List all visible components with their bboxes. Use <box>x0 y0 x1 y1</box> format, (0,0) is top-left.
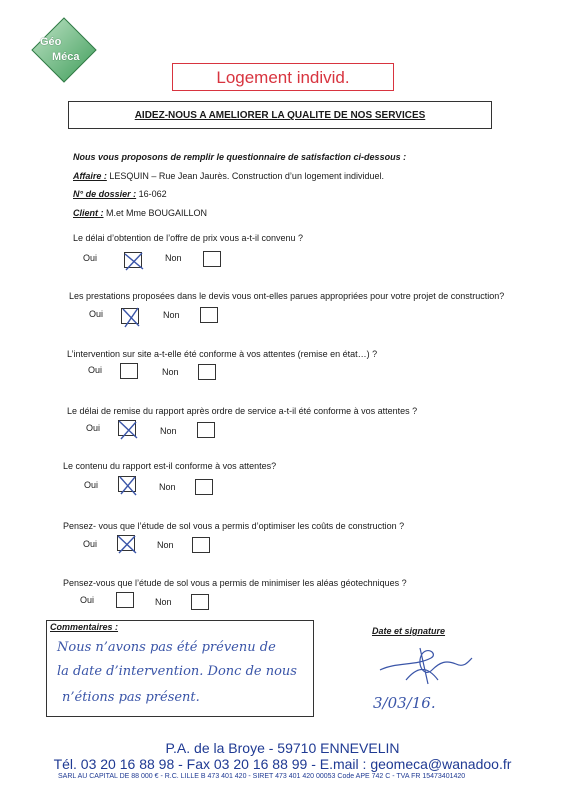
question-1: Le délai d’obtention de l’offre de prix vous a-t-il convenu ? <box>73 233 303 243</box>
q3-yes-label: Oui <box>88 365 103 375</box>
question-5: Le contenu du rapport est-il conforme à vos attentes? <box>63 461 277 471</box>
q3-no-label: Non <box>162 367 179 377</box>
question-3: L’intervention sur site a-t-elle été conforme à vos attentes (remise en état…) ? <box>67 349 378 359</box>
footer-legal: SARL AU CAPITAL DE 88 000 € - R.C. LILLE B 473 401 420 - SIRET 473 401 420 00053 Code APE 742 C - TVA FR 15473401420 <box>58 773 466 780</box>
question-6: Pensez- vous que l’étude de sol vous a permis d’optimiser les coûts de construction ? <box>63 521 405 531</box>
q6-yes-checkbox[interactable] <box>117 535 135 551</box>
question-2: Les prestations proposées dans le devis vous ont-elles parues appropriées pour votre projet de construction? <box>69 291 505 301</box>
company-logo <box>30 16 98 84</box>
q2-yes-label: Oui <box>89 309 104 319</box>
q2-yes-checkbox[interactable] <box>121 308 139 324</box>
q7-no-label: Non <box>155 597 172 607</box>
client-value: M.et Mme BOUGAILLON <box>103 208 208 218</box>
q6-yes-label: Oui <box>83 539 98 549</box>
q1-no-label: Non <box>165 253 182 263</box>
q5-yes-checkbox[interactable] <box>118 476 136 492</box>
q6-no-checkbox[interactable] <box>192 537 210 553</box>
affaire-field <box>73 171 384 181</box>
q5-no-checkbox[interactable] <box>195 479 213 495</box>
q7-yes-checkbox[interactable] <box>116 592 134 608</box>
q1-yes-checkbox[interactable] <box>124 252 142 268</box>
form-title: AIDEZ-NOUS A AMELIORER LA QUALITE DE NOS SERVICES <box>68 101 492 129</box>
client-label: Client : <box>73 208 104 218</box>
date-signature-label: Date et signature <box>372 626 446 636</box>
affaire-label: Affaire : <box>73 171 107 181</box>
q5-yes-label: Oui <box>84 480 99 490</box>
logo-text-bottom: Méca <box>52 51 80 63</box>
q5-no-label: Non <box>159 482 176 492</box>
signature-date: 3/03/16. <box>373 694 436 712</box>
q3-yes-checkbox[interactable] <box>120 363 138 379</box>
q7-yes-label: Oui <box>80 595 95 605</box>
q3-no-checkbox[interactable] <box>198 364 216 380</box>
affaire-value: LESQUIN – Rue Jean Jaurès. Construction d’un logement individuel. <box>106 171 384 181</box>
logo-text-top: Géo <box>40 36 62 48</box>
q7-no-checkbox[interactable] <box>191 594 209 610</box>
category-stamp: Logement individ. <box>172 63 394 91</box>
signature-scribble <box>376 640 476 690</box>
dossier-label: N° de dossier : <box>73 189 137 199</box>
comments-line-3: n’étions pas présent. <box>62 690 200 705</box>
q1-no-checkbox[interactable] <box>203 251 221 267</box>
comments-line-1: Nous n’avons pas été prévenu de <box>57 640 276 655</box>
q1-yes-label: Oui <box>83 253 98 263</box>
comments-label: Commentaires : <box>50 622 119 632</box>
client-field <box>73 208 207 218</box>
dossier-value: 16-062 <box>136 189 167 199</box>
footer-address: P.A. de la Broye - 59710 ENNEVELIN <box>165 740 400 756</box>
q4-no-checkbox[interactable] <box>197 422 215 438</box>
question-7: Pensez-vous que l’étude de sol vous a permis de minimiser les aléas géotechniques ? <box>63 578 407 588</box>
dossier-field <box>73 189 167 199</box>
q2-no-checkbox[interactable] <box>200 307 218 323</box>
q6-no-label: Non <box>157 540 174 550</box>
intro-text: Nous vous proposons de remplir le questionnaire de satisfaction ci-dessous : <box>73 152 407 162</box>
q4-yes-checkbox[interactable] <box>118 420 136 436</box>
q2-no-label: Non <box>163 310 180 320</box>
q4-yes-label: Oui <box>86 423 101 433</box>
comments-line-2: la date d’intervention. Donc de nous <box>57 664 297 679</box>
q4-no-label: Non <box>160 426 177 436</box>
footer-contact: Tél. 03 20 16 88 98 - Fax 03 20 16 88 99 - E.mail : geomeca@wanadoo.fr <box>53 756 512 772</box>
question-4: Le délai de remise du rapport après ordre de service a-t-il été conforme à vos attentes ? <box>67 406 418 416</box>
